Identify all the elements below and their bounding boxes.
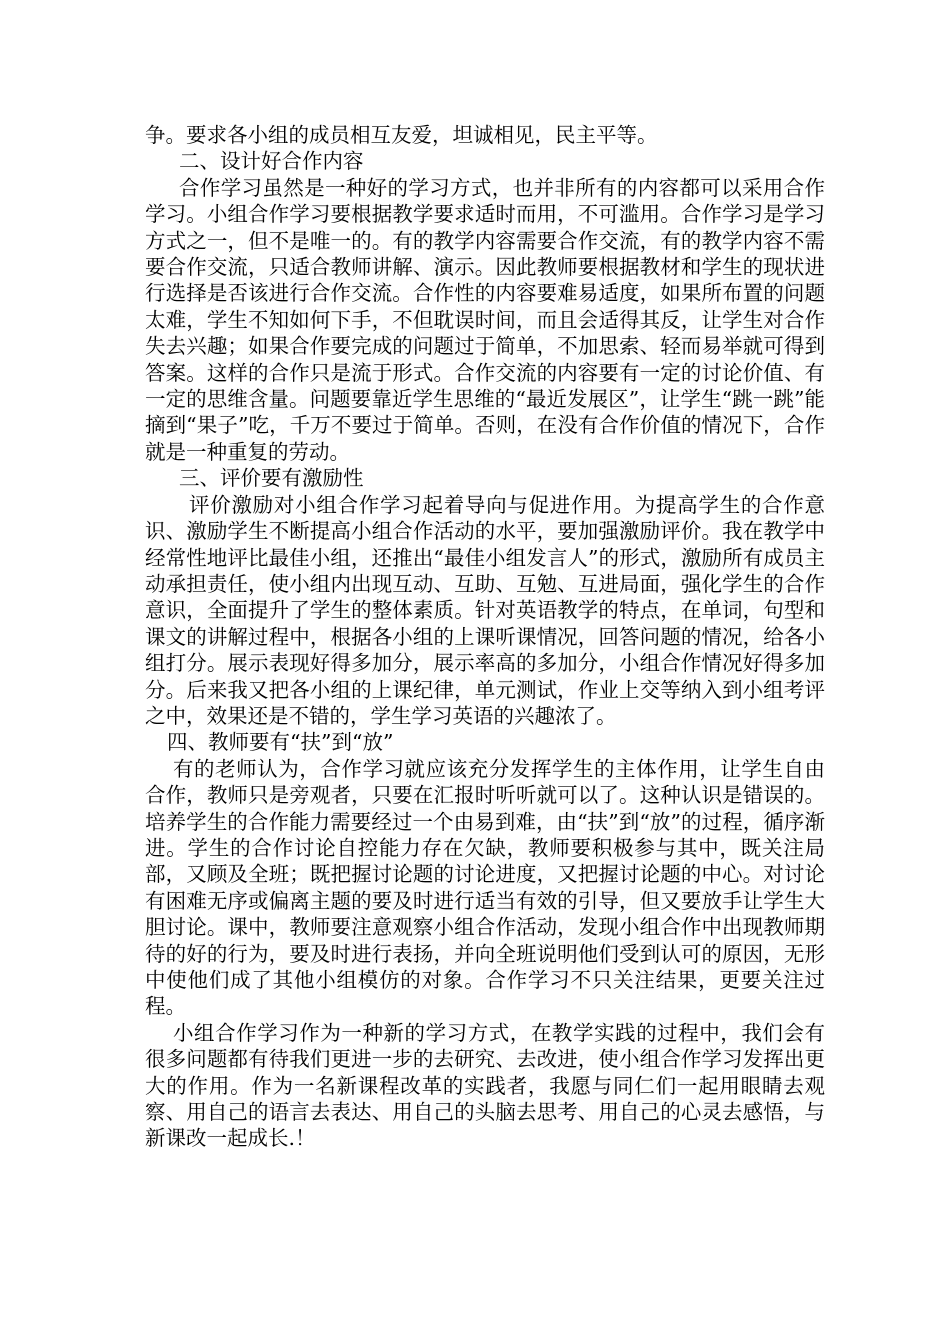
section-heading-3: 三、评价要有激励性 [179,466,364,491]
paragraph-cooperation-content: 合作学习虽然是一种好的学习方式，也并非所有的内容都可以采用合作学习。小组合作学习要根据教学要求适时而用，不可滥用。合作学习是学习方式之一，但不是唯一的。有的教学内容需要合作交流，有的教学内容不需要合作交流，只适合教师讲解、演示。因此教师要根据教材和学生的现状进行选择是否该进行合作交流。合作性的内容要难易适度，如果所布置的问题太难，学生不知如何下手，不但耽误时间，而且会适得其反，让学生对合作失去兴趣；如果合作要完成的问题过于简单，不加思索、轻而易举就可得到答案。这样的合作只是流于形式。合作交流的内容要有一定的讨论价值、有一定的思维含量。问题要靠近学生思维的“最近发展区”，让学生“跳一跳”能摘到“果子”吃，千万不要过于简单。否则，在没有合作价值的情况下，合作就是一种重复的劳动。 [145,175,825,464]
section-heading-4: 四、教师要有“扶”到“放” [167,730,394,755]
paragraph-conclusion: 小组合作学习作为一种新的学习方式，在教学实践的过程中，我们会有很多问题都有待我们更进一步的去研究、去改进，使小组合作学习发挥出更大的作用。作为一名新课程改革的实践者，我愿与同仁们一起用眼睛去观察、用自己的语言去表达、用自己的头脑去思考、用自己的心灵去感悟，与新课改一起成长.！ [145,1020,825,1151]
document-page [145,122,825,1152]
paragraph-continuation: 争。要求各小组的成员相互友爱，坦诚相见，民主平等。 [145,123,658,147]
paragraph-teacher-role: 有的老师认为，合作学习就应该充分发挥学生的主体作用，让学生自由合作，教师只是旁观者，只要在汇报时听听就可以了。这种认识是错误的。培养学生的合作能力需要经过一个由易到难，由“扶”到“放”的过程，循序渐进。学生的合作讨论自控能力存在欠缺，教师要积极参与其中，既关注局部，又顾及全班；既把握讨论题的讨论进度，又把握讨论题的中心。对讨论有困难无序或偏离主题的要及时进行适当有效的引导，但又要放手让学生大胆讨论。课中，教师要注意观察小组合作活动，发现小组合作中出现教师期待的好的行为，要及时进行表扬，并向全班说明他们受到认可的原因，无形中使他们成了其他小组模仿的对象。合作学习不只关注结果，更要关注过程。 [145,756,825,1019]
section-heading-2: 二、设计好合作内容 [179,149,364,174]
paragraph-evaluation: 评价激励对小组合作学习起着导向与促进作用。为提高学生的合作意识、激励学生不断提高小组合作活动的水平，要加强激励评价。我在教学中经常性地评比最佳小组，还推出“最佳小组发言人”的形式，激励所有成员主动承担责任，使小组内出现互动、互助、互勉、互进局面，强化学生的合作意识，全面提升了学生的整体素质。针对英语教学的特点，在单词，句型和课文的讲解过程中，根据各小组的上课听课情况，回答问题的情况，给各小组打分。展示表现好得多加分，展示率高的多加分，小组合作情况好得多加分。后来我又把各小组的上课纪律，单元测试，作业上交等纳入到小组考评之中，效果还是不错的，学生学习英语的兴趣浓了。 [145,492,825,728]
